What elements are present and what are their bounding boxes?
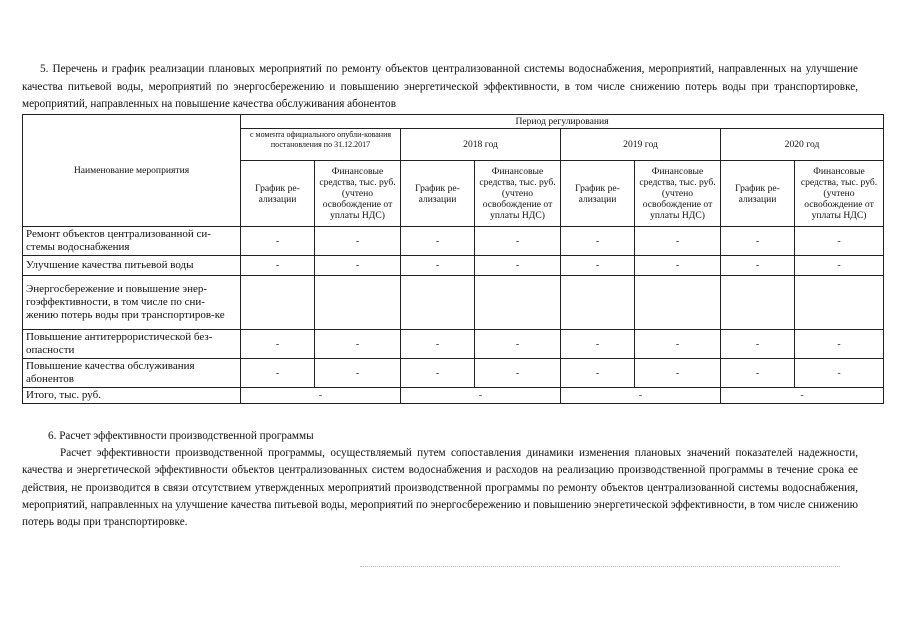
table-cell: - — [721, 330, 795, 359]
table-cell: - — [721, 256, 795, 276]
total-cell: - — [401, 388, 561, 404]
subheader-schedule: График ре-ализации — [561, 161, 635, 227]
table-row-total — [23, 388, 884, 404]
table-cell: - — [401, 227, 475, 256]
total-cell: - — [721, 388, 884, 404]
row-name: Улучшение качества питьевой воды — [23, 256, 241, 276]
table-row — [23, 276, 884, 330]
table-row — [23, 330, 884, 359]
table-cell — [401, 276, 475, 330]
column-header-period-2020: 2020 год — [721, 129, 884, 161]
table-cell: - — [475, 359, 561, 388]
table-cell: - — [795, 330, 884, 359]
table-cell — [241, 276, 315, 330]
table-cell: - — [315, 227, 401, 256]
table-cell: - — [795, 227, 884, 256]
table-cell — [561, 276, 635, 330]
table-cell — [795, 276, 884, 330]
column-header-period-2017: с момента официального опубли-кования постановления по 31.12.2017 — [241, 129, 401, 161]
row-name: Энергосбережение и повышение энер-гоэффективности, в том числе по сни-жению потерь воды при транспортиров-ке — [23, 276, 241, 330]
table-cell: - — [475, 256, 561, 276]
table-cell: - — [721, 359, 795, 388]
subheader-finance: Финансовые средства, тыс. руб. (учтено освобождение от уплаты НДС) — [635, 161, 721, 227]
table-cell: - — [795, 256, 884, 276]
table-row — [23, 227, 884, 256]
row-name: Ремонт объектов централизованной си-стемы водоснабжения — [23, 227, 241, 256]
table-cell: - — [315, 256, 401, 276]
total-cell: - — [561, 388, 721, 404]
section-5-paragraph: 5. Перечень и график реализации плановых мероприятий по ремонту объектов централизованной системы водоснабжения, мероприятий, направленных на улучшение качества питьевой воды, мероприятий по энергосбережению и повышению энергетической эффективности, в том числе снижению потерь воды при транспортировке, мероприятий, направленных на повышение качества обслуживания абонентов — [22, 63, 858, 111]
table-row — [23, 359, 884, 388]
subheader-schedule: График ре-ализации — [401, 161, 475, 227]
section-6-paragraph: Расчет эффективности производственной программы, осуществляемый путем сопоставления динамики изменения плановых значений показателей надежности, качества и энергетической эффективности объектов централизованных систем водоснабжения и расходов на реализацию производственной программы в течение срока ее действия, не производится в связи отсутствием утвержденных мероприятий производственной программы по ремонту объектов централизованной системы водоснабжения, мероприятий, направленных на улучшение качества питьевой воды, мероприятий по энергосбережению и повышению энергетической эффективности, в том числе снижению потерь воды при транспортировке. — [22, 447, 858, 529]
table-cell: - — [635, 227, 721, 256]
column-header-period-2019: 2019 год — [561, 129, 721, 161]
table-cell: - — [401, 359, 475, 388]
subheader-schedule: График ре-ализации — [721, 161, 795, 227]
table-cell: - — [561, 359, 635, 388]
table-cell — [475, 276, 561, 330]
subheader-finance: Финансовые средства, тыс. руб. (учтено освобождение от уплаты НДС) — [795, 161, 884, 227]
scan-artifact-line — [360, 566, 840, 567]
row-name: Повышение качества обслуживания абонентов — [23, 359, 241, 388]
subheader-finance: Финансовые средства, тыс. руб. (учтено освобождение от уплаты НДС) — [315, 161, 401, 227]
regulation-period-table — [22, 114, 884, 404]
table-cell: - — [561, 330, 635, 359]
subheader-schedule: График ре-ализации — [241, 161, 315, 227]
table-cell: - — [561, 227, 635, 256]
table-cell: - — [635, 330, 721, 359]
table-cell: - — [401, 256, 475, 276]
table-cell: - — [635, 256, 721, 276]
column-header-period: Период регулирования — [241, 115, 884, 129]
table-cell — [635, 276, 721, 330]
total-cell: - — [241, 388, 401, 404]
table-cell — [721, 276, 795, 330]
table-cell: - — [475, 227, 561, 256]
table-cell: - — [241, 256, 315, 276]
row-name: Повышение антитеррористической без-опасности — [23, 330, 241, 359]
table-cell: - — [315, 330, 401, 359]
table-cell: - — [241, 227, 315, 256]
table-cell: - — [635, 359, 721, 388]
table-cell: - — [561, 256, 635, 276]
table-cell: - — [241, 359, 315, 388]
table-cell: - — [475, 330, 561, 359]
subheader-finance: Финансовые средства, тыс. руб. (учтено освобождение от уплаты НДС) — [475, 161, 561, 227]
table-cell — [315, 276, 401, 330]
section-6-heading: 6. Расчет эффективности производственной программы — [48, 430, 314, 443]
table-cell: - — [401, 330, 475, 359]
total-row-name: Итого, тыс. руб. — [23, 388, 241, 404]
column-header-activity-name: Наименование мероприятия — [23, 115, 241, 227]
table-cell: - — [721, 227, 795, 256]
table-cell: - — [241, 330, 315, 359]
table-cell: - — [795, 359, 884, 388]
table-row — [23, 256, 884, 276]
column-header-period-2018: 2018 год — [401, 129, 561, 161]
table-cell: - — [315, 359, 401, 388]
